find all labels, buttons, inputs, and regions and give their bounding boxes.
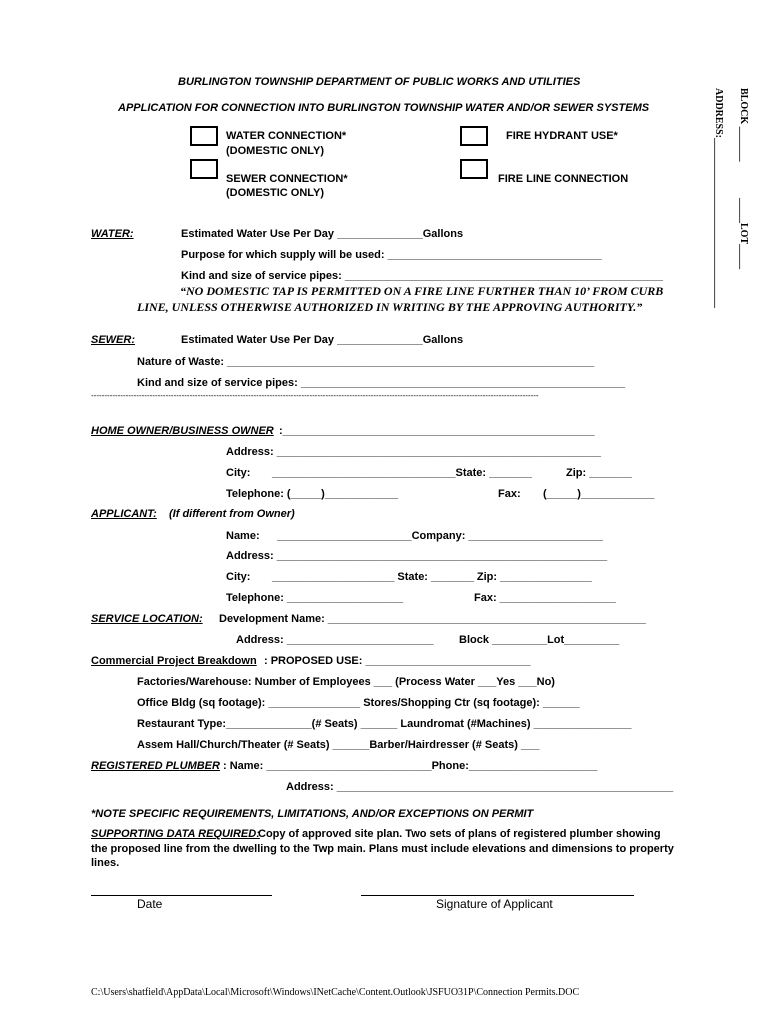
water-connection-checkbox[interactable]: [190, 126, 218, 146]
office-stores-field[interactable]: Office Bldg (sq footage): _______________ Stores/Shopping Ctr (sq footage): ______: [137, 697, 580, 709]
applicant-address-field[interactable]: Address: ______________________________________________________: [226, 550, 608, 562]
applicant-name-company-field[interactable]: ______________________Company: ______________________: [277, 530, 604, 542]
fire-hydrant-checkbox[interactable]: [460, 126, 488, 146]
form-title: BURLINGTON TOWNSHIP DEPARTMENT OF PUBLIC WORKS AND UTILITIES: [178, 76, 581, 88]
water-section-label: WATER:: [91, 228, 134, 240]
commercial-breakdown-label: Commercial Project Breakdown: [91, 655, 257, 667]
assembly-barber-field[interactable]: Assem Hall/Church/Theater (# Seats) ______Barber/Hairdresser (# Seats) ___: [137, 739, 540, 751]
fire-line-checkbox[interactable]: [460, 159, 488, 179]
water-connection-label: WATER CONNECTION*: [226, 130, 347, 142]
development-name-field[interactable]: Development Name: ____________________________________________________: [219, 613, 646, 625]
owner-zip-field[interactable]: Zip: _______: [566, 467, 633, 479]
sewer-waste-field[interactable]: Nature of Waste: ____________________________________________________________: [137, 356, 595, 368]
supporting-data-text-line1: Copy of approved site plan. Two sets of plans of registered plumber showing: [258, 828, 661, 840]
footer-file-path: C:\Users\shatfield\AppData\Local\Microsoft\Windows\INetCache\Content.Outlook\JSFUO31P\Connection Permits.DOC: [91, 987, 580, 998]
address-field[interactable]: ADDRESS:__________________________________: [713, 88, 724, 309]
applicant-telephone-field[interactable]: Telephone: ___________________: [226, 592, 404, 604]
date-label: Date: [137, 897, 163, 911]
supporting-data-text-line2: the proposed line from the dwelling to the Twp main. Plans must include elevations and dimensions to property: [91, 843, 674, 855]
proposed-use-field[interactable]: : PROPOSED USE: ___________________________: [264, 655, 531, 667]
supporting-data-text-line3: lines.: [91, 857, 120, 869]
sewer-section-label: SEWER:: [91, 334, 135, 346]
fire-hydrant-label: FIRE HYDRANT USE*: [506, 130, 618, 142]
fire-line-label: FIRE LINE CONNECTION: [498, 173, 629, 185]
fire-line-notice-line2: LINE, UNLESS OTHERWISE AUTHORIZED IN WRITING BY THE APPROVING AUTHORITY.”: [137, 300, 643, 314]
owner-fax-field[interactable]: (_____)____________: [543, 488, 655, 500]
applicant-name-label: Name:: [226, 530, 260, 542]
sewer-usage-field[interactable]: Estimated Water Use Per Day ______________Gallons: [181, 334, 464, 346]
applicant-section-label: APPLICANT:: [91, 508, 157, 520]
applicant-signature-line[interactable]: [361, 895, 634, 896]
plumber-address-field[interactable]: Address: _______________________________________________________: [286, 781, 674, 793]
owner-city-label: City:: [226, 467, 251, 479]
signature-label: Signature of Applicant: [436, 897, 553, 911]
water-connection-sublabel: (DOMESTIC ONLY): [226, 145, 324, 157]
supporting-data-label: SUPPORTING DATA REQUIRED:: [91, 828, 260, 840]
sewer-connection-checkbox[interactable]: [190, 159, 218, 179]
plumber-name-phone-field[interactable]: : Name: ___________________________Phone:_____________________: [223, 760, 598, 772]
service-location-label: SERVICE LOCATION:: [91, 613, 203, 625]
owner-city-state-field[interactable]: ______________________________State: _______: [272, 467, 532, 479]
lot-field[interactable]: _____LOT_____: [738, 198, 749, 270]
fire-line-notice-line1: “NO DOMESTIC TAP IS PERMITTED ON A FIRE LINE FURTHER THAN 10’ FROM CURB: [180, 284, 664, 298]
sewer-connection-label: SEWER CONNECTION*: [226, 173, 348, 185]
applicant-fax-field[interactable]: Fax: ___________________: [474, 592, 616, 604]
water-pipes-field[interactable]: Kind and size of service pipes: ____________________________________________________: [181, 270, 663, 282]
applicant-city-state-zip-field[interactable]: ____________________ State: _______ Zip: _______________: [272, 571, 592, 583]
registered-plumber-label: REGISTERED PLUMBER: [91, 760, 220, 772]
sewer-connection-sublabel: (DOMESTIC ONLY): [226, 187, 324, 199]
restaurant-laundromat-field[interactable]: Restaurant Type:______________(# Seats) ______ Laundromat (#Machines) ________________: [137, 718, 632, 730]
water-usage-field[interactable]: Estimated Water Use Per Day ______________Gallons: [181, 228, 464, 240]
service-address-field[interactable]: Address: ________________________: [236, 634, 434, 646]
applicant-city-label: City:: [226, 571, 251, 583]
owner-section-label: HOME OWNER/BUSINESS OWNER: [91, 425, 274, 437]
factories-field[interactable]: Factories/Warehouse: Number of Employees ___ (Process Water ___Yes ___No): [137, 676, 555, 688]
section-divider: ------------------------------------------------------------------------------------------------------------------------------------------------------------------------: [91, 391, 539, 400]
permit-note: *NOTE SPECIFIC REQUIREMENTS, LIMITATIONS, AND/OR EXCEPTIONS ON PERMIT: [91, 808, 534, 820]
form-subtitle: APPLICATION FOR CONNECTION INTO BURLINGTON TOWNSHIP WATER AND/OR SEWER SYSTEMS: [118, 102, 650, 114]
service-block-lot-field[interactable]: Block _________Lot_________: [459, 634, 620, 646]
owner-address-field[interactable]: Address: _____________________________________________________: [226, 446, 601, 458]
owner-name-field[interactable]: :___________________________________________________: [279, 425, 595, 437]
sewer-pipes-field[interactable]: Kind and size of service pipes: _____________________________________________________: [137, 377, 626, 389]
applicant-note: (If different from Owner): [169, 508, 295, 520]
owner-fax-label: Fax:: [498, 488, 521, 500]
date-signature-line[interactable]: [91, 895, 272, 896]
block-field[interactable]: BLOCK _______: [738, 88, 749, 162]
owner-telephone-field[interactable]: Telephone: (_____)____________: [226, 488, 399, 500]
water-purpose-field[interactable]: Purpose for which supply will be used: ___________________________________: [181, 249, 602, 261]
